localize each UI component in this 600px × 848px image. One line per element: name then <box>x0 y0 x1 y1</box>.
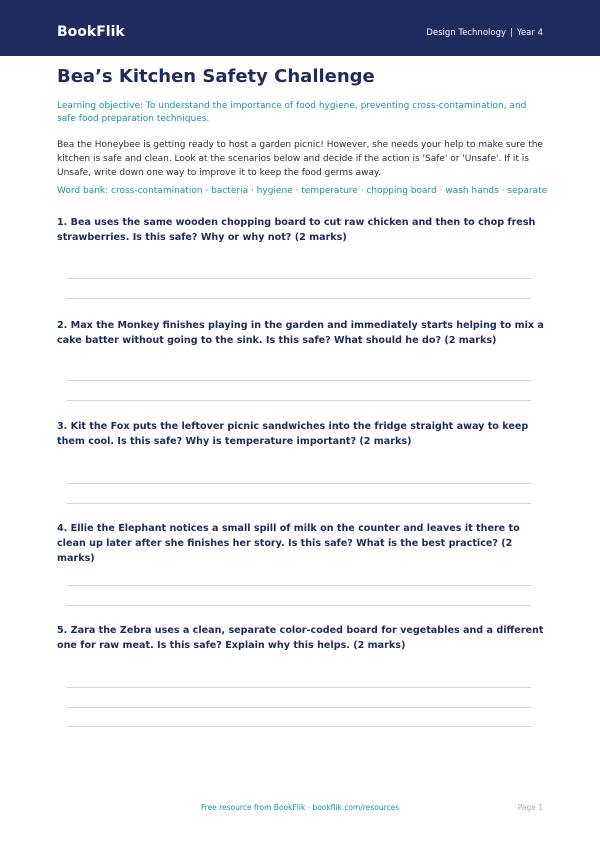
page-number: Page 1 <box>517 803 543 812</box>
answer-line[interactable] <box>67 483 531 484</box>
subject-label: Design Technology <box>426 28 507 38</box>
answer-line[interactable] <box>67 687 531 688</box>
year-label: Year 4 <box>516 28 543 38</box>
answer-line[interactable] <box>67 503 531 504</box>
answer-line[interactable] <box>67 278 531 279</box>
answer-line[interactable] <box>67 400 531 401</box>
brand-logo[interactable]: BookFlik <box>57 24 125 40</box>
header-meta <box>426 26 543 40</box>
header-bar <box>0 0 600 56</box>
question-2: 2. Max the Monkey finishes playing in the garden and immediately starts helping to mix a cake batter without going to the sink. Is this safe? What should he do? (2 marks) <box>57 320 544 346</box>
answer-line[interactable] <box>67 707 531 708</box>
question-3: 3. Kit the Fox puts the leftover picnic sandwiches into the fridge straight away to keep them cool. Is this safe? Why is temperature important? (2 marks) <box>57 421 529 447</box>
question-4: 4. Ellie the Elephant notices a small spill of milk on the counter and leaves it there to clean up later after she finishes her story. Is this safe? What is the best practice? (2 marks) <box>57 523 520 564</box>
answer-line[interactable] <box>67 726 531 727</box>
answer-line[interactable] <box>67 380 531 381</box>
footer-resource-link[interactable]: Free resource from BookFlik · bookflik.com/resources <box>200 803 400 812</box>
learning-objective: Learning objective: To understand the importance of food hygiene, preventing cross-contamination, and safe food preparation techniques. <box>57 101 527 124</box>
question-5: 5. Zara the Zebra uses a clean, separate color-coded board for vegetables and a different one for raw meat. Is this safe? Explain why this helps. (2 marks) <box>57 625 544 651</box>
header-separator: | <box>510 28 513 38</box>
page-title: Bea’s Kitchen Safety Challenge <box>57 66 375 87</box>
word-bank: Word bank: cross-contamination · bacteria · hygiene · temperature · chopping board · wash hands · separate <box>57 186 548 196</box>
answer-line[interactable] <box>67 585 531 586</box>
answer-line[interactable] <box>67 298 531 299</box>
answer-line[interactable] <box>67 605 531 606</box>
question-1: 1. Bea uses the same wooden chopping board to cut raw chicken and then to chop fresh strawberries. Is this safe? Why or why not? (2 marks) <box>57 217 536 243</box>
intro-paragraph: Bea the Honeybee is getting ready to host a garden picnic! However, she needs your help to make sure the kitchen is safe and clean. Look at the scenarios below and decide if the action is 'Safe' or 'Unsafe'. If it is Unsafe, write down one way to improve it to keep the food germs away. <box>57 140 543 178</box>
